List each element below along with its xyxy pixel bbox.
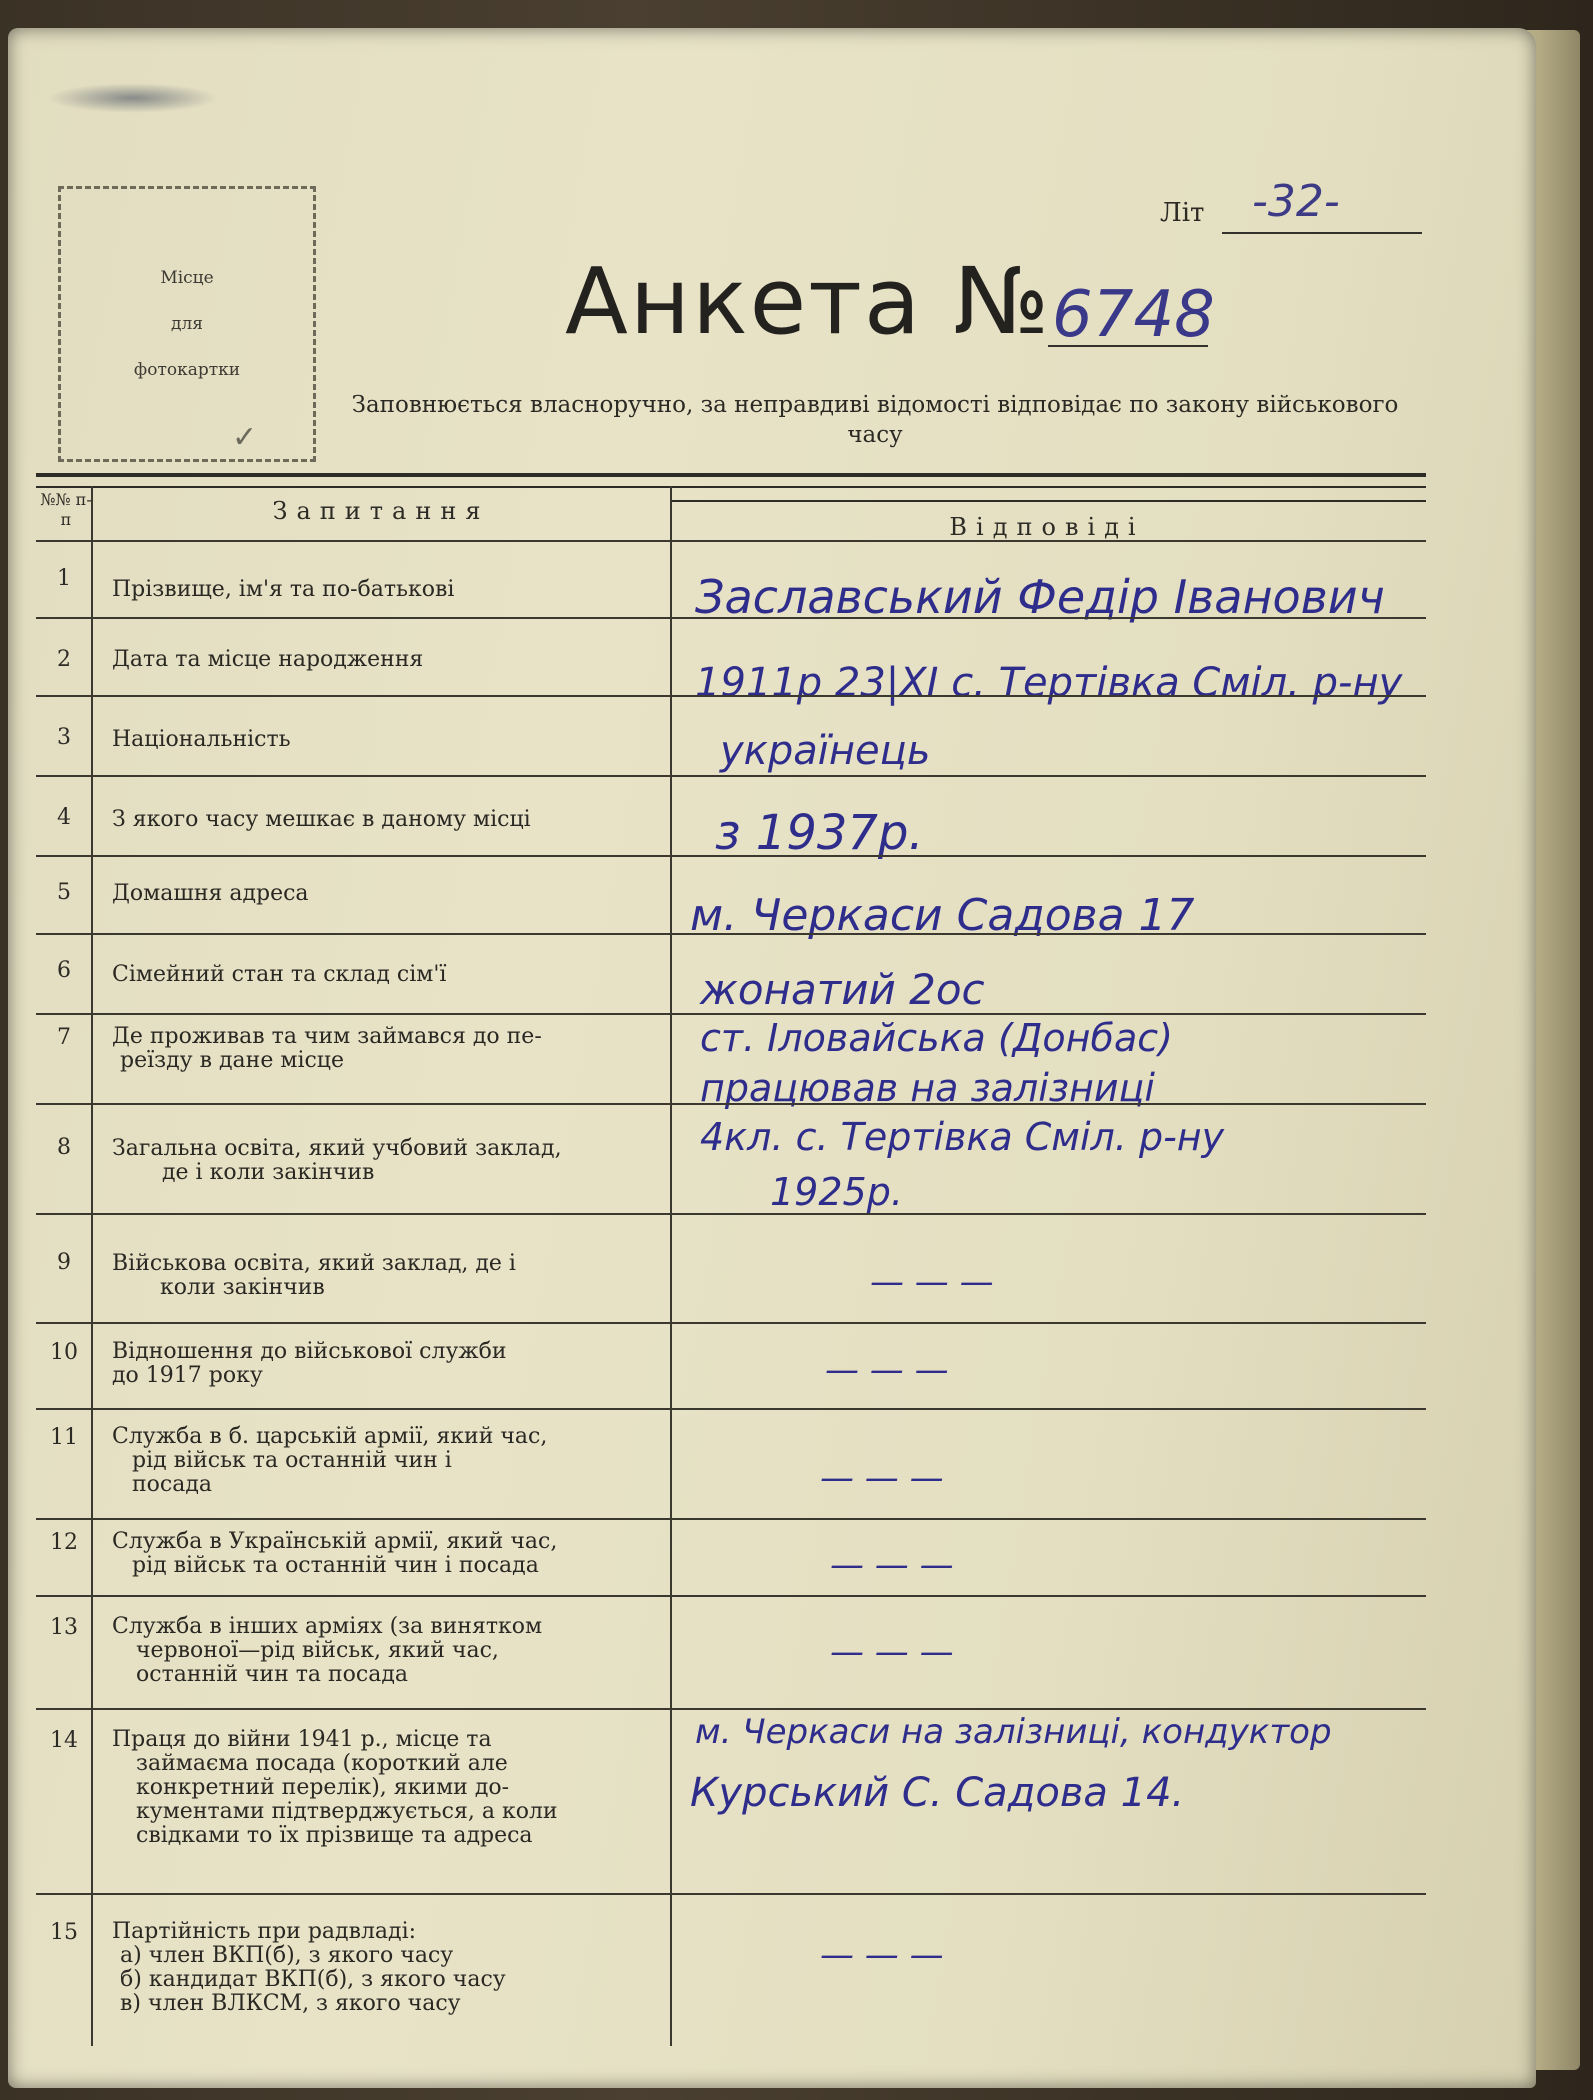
table-row-divider	[36, 1103, 1426, 1105]
column-header-answer: Відповіді	[949, 513, 1145, 541]
sheet-number-underline	[1222, 232, 1422, 234]
question-line: Партійність при радвладі:	[112, 1919, 417, 1944]
question-text: Дата та місце народження	[112, 647, 424, 672]
answer-handwritten-line-2: працював на залізниці	[700, 1066, 1155, 1110]
table-row-divider	[36, 775, 1426, 777]
answer-handwritten: з 1937р.	[715, 805, 924, 861]
answer-dash: — — —	[830, 1545, 954, 1585]
row-number: 15	[50, 1920, 78, 1945]
form-number-underline	[1048, 345, 1208, 347]
answer-handwritten: жонатий 2ос	[700, 965, 985, 1014]
column-divider-answer	[670, 486, 672, 2046]
question-line: свідками то їх прізвище та адреса	[136, 1823, 533, 1848]
column-header-number: №№ п-п	[40, 490, 92, 529]
row-number: 6	[57, 958, 71, 983]
question-text	[112, 1425, 658, 1497]
question-line: Служба в інших арміях (за винятком	[112, 1614, 543, 1639]
answer-handwritten: м. Черкаси Садова 17	[690, 890, 1195, 941]
table-row-divider	[36, 1408, 1426, 1410]
table-row-divider	[36, 1518, 1426, 1520]
question-line: рід військ та останній чин і	[132, 1448, 452, 1473]
row-number: 12	[50, 1530, 78, 1555]
header-rule-thick	[36, 473, 1426, 477]
answer-dash: — — —	[820, 1935, 944, 1975]
sheet-label: Літ	[1160, 198, 1205, 228]
row-number: 4	[57, 805, 71, 830]
answer-handwritten: українець	[720, 728, 931, 774]
question-line: Де проживав та чим займався до пе-	[112, 1024, 542, 1049]
question-line: Служба в б. царській армії, який час,	[112, 1424, 548, 1449]
question-line: кументами підтверджується, а коли	[136, 1799, 558, 1824]
column-header-question: Запитання	[272, 497, 490, 525]
table-row-divider	[36, 1708, 1426, 1710]
photo-box-line-1: Місце	[160, 268, 214, 288]
question-line: де і коли закінчив	[162, 1160, 375, 1185]
table-row-divider	[36, 1013, 1426, 1015]
row-number: 14	[50, 1728, 78, 1753]
answer-dash: — — —	[870, 1262, 994, 1302]
answer-dash: — — —	[830, 1632, 954, 1672]
form-number-handwritten: 6748	[1052, 278, 1215, 352]
row-number: 10	[50, 1340, 78, 1365]
row-number: 2	[57, 647, 71, 672]
question-line: Військова освіта, який заклад, де і	[112, 1251, 516, 1276]
form-subtitle: Заповнюється власноручно, за неправдиві відомості відповідає по закону військового часу	[351, 392, 1399, 448]
row-number: 3	[57, 725, 71, 750]
question-line: Праця до війни 1941 р., місце та	[112, 1727, 492, 1752]
row-number: 9	[57, 1250, 71, 1275]
question-text	[112, 1252, 658, 1300]
question-text	[112, 1728, 658, 1848]
photo-placeholder-box	[58, 186, 316, 462]
question-line: коли закінчив	[160, 1275, 325, 1300]
question-line: б) кандидат ВКП(б), з якого часу	[120, 1967, 506, 1992]
question-text	[112, 1137, 658, 1185]
question-text	[112, 1920, 658, 2016]
question-line: до 1917 року	[112, 1363, 263, 1388]
question-line: Відношення до військової служби	[112, 1339, 507, 1364]
table-row-divider	[36, 1893, 1426, 1895]
question-text: Домашня адреса	[112, 881, 309, 906]
table-row-divider	[36, 540, 1426, 542]
sheet-number-handwritten: -32-	[1252, 176, 1340, 227]
question-line: займаєма посада (короткий але	[136, 1751, 508, 1776]
table-row-divider	[36, 1213, 1426, 1215]
question-line: Загальна освіта, який учбовий заклад,	[112, 1136, 562, 1161]
row-number: 11	[50, 1425, 78, 1450]
question-line: рід військ та останній чин і посада	[132, 1553, 539, 1578]
question-text: З якого часу мешкає в даному місці	[112, 807, 531, 832]
question-line: а) член ВКП(б), з якого часу	[120, 1943, 454, 1968]
photo-box-tick-mark: ✓	[232, 420, 258, 455]
table-row-divider	[36, 617, 1426, 619]
row-number: 8	[57, 1135, 71, 1160]
answer-dash: — — —	[825, 1350, 949, 1390]
answer-header-rule	[672, 500, 1426, 502]
row-number: 1	[57, 566, 71, 591]
table-row-divider	[36, 933, 1426, 935]
answer-handwritten: Заславський Федір Іванович	[695, 570, 1385, 624]
question-text: Сімейний стан та склад сім'ї	[112, 962, 447, 987]
row-number: 7	[57, 1025, 71, 1050]
row-number: 13	[50, 1615, 78, 1640]
question-line: конкретний перелік), якими до-	[136, 1775, 510, 1800]
question-text: Національність	[112, 727, 291, 752]
form-title: Анкета №	[565, 248, 1052, 355]
question-line: посада	[132, 1472, 213, 1497]
ink-stain	[48, 83, 218, 113]
answer-handwritten: 1911р 23|XI с. Тертівка Сміл. р-ну	[695, 660, 1403, 706]
question-text	[112, 1530, 658, 1578]
question-line: останній чин та посада	[136, 1662, 409, 1687]
question-text	[112, 1615, 658, 1687]
table-row-divider	[36, 1595, 1426, 1597]
question-line: Служба в Українській армії, який час,	[112, 1529, 558, 1554]
question-line: в) член ВЛКСМ, з якого часу	[120, 1991, 461, 2016]
answer-handwritten-line-1: ст. Іловайська (Донбас)	[700, 1016, 1173, 1060]
answer-handwritten-line-1: м. Черкаси на залізниці, кондуктор	[695, 1712, 1332, 1752]
question-line: реїзду в дане місце	[120, 1048, 344, 1073]
answer-handwritten-line-2: Курський С. Садова 14.	[690, 1770, 1185, 1816]
question-text: Прізвище, ім'я та по-батькові	[112, 577, 455, 602]
question-text	[112, 1340, 658, 1388]
question-text	[112, 1025, 658, 1073]
answer-handwritten-line-2: 1925р.	[770, 1170, 903, 1214]
answer-dash: — — —	[820, 1458, 944, 1498]
photo-box-line-3: фотокартки	[133, 360, 241, 380]
row-number: 5	[57, 880, 71, 905]
table-row-divider	[36, 695, 1426, 697]
answer-handwritten-line-1: 4кл. с. Тертівка Сміл. р-ну	[700, 1115, 1225, 1159]
table-row-divider	[36, 1322, 1426, 1324]
question-line: червоної—рід військ, який час,	[136, 1638, 499, 1663]
table-row-divider	[36, 855, 1426, 857]
photo-box-line-2: для	[171, 314, 203, 334]
header-rule-thin	[36, 486, 1426, 488]
